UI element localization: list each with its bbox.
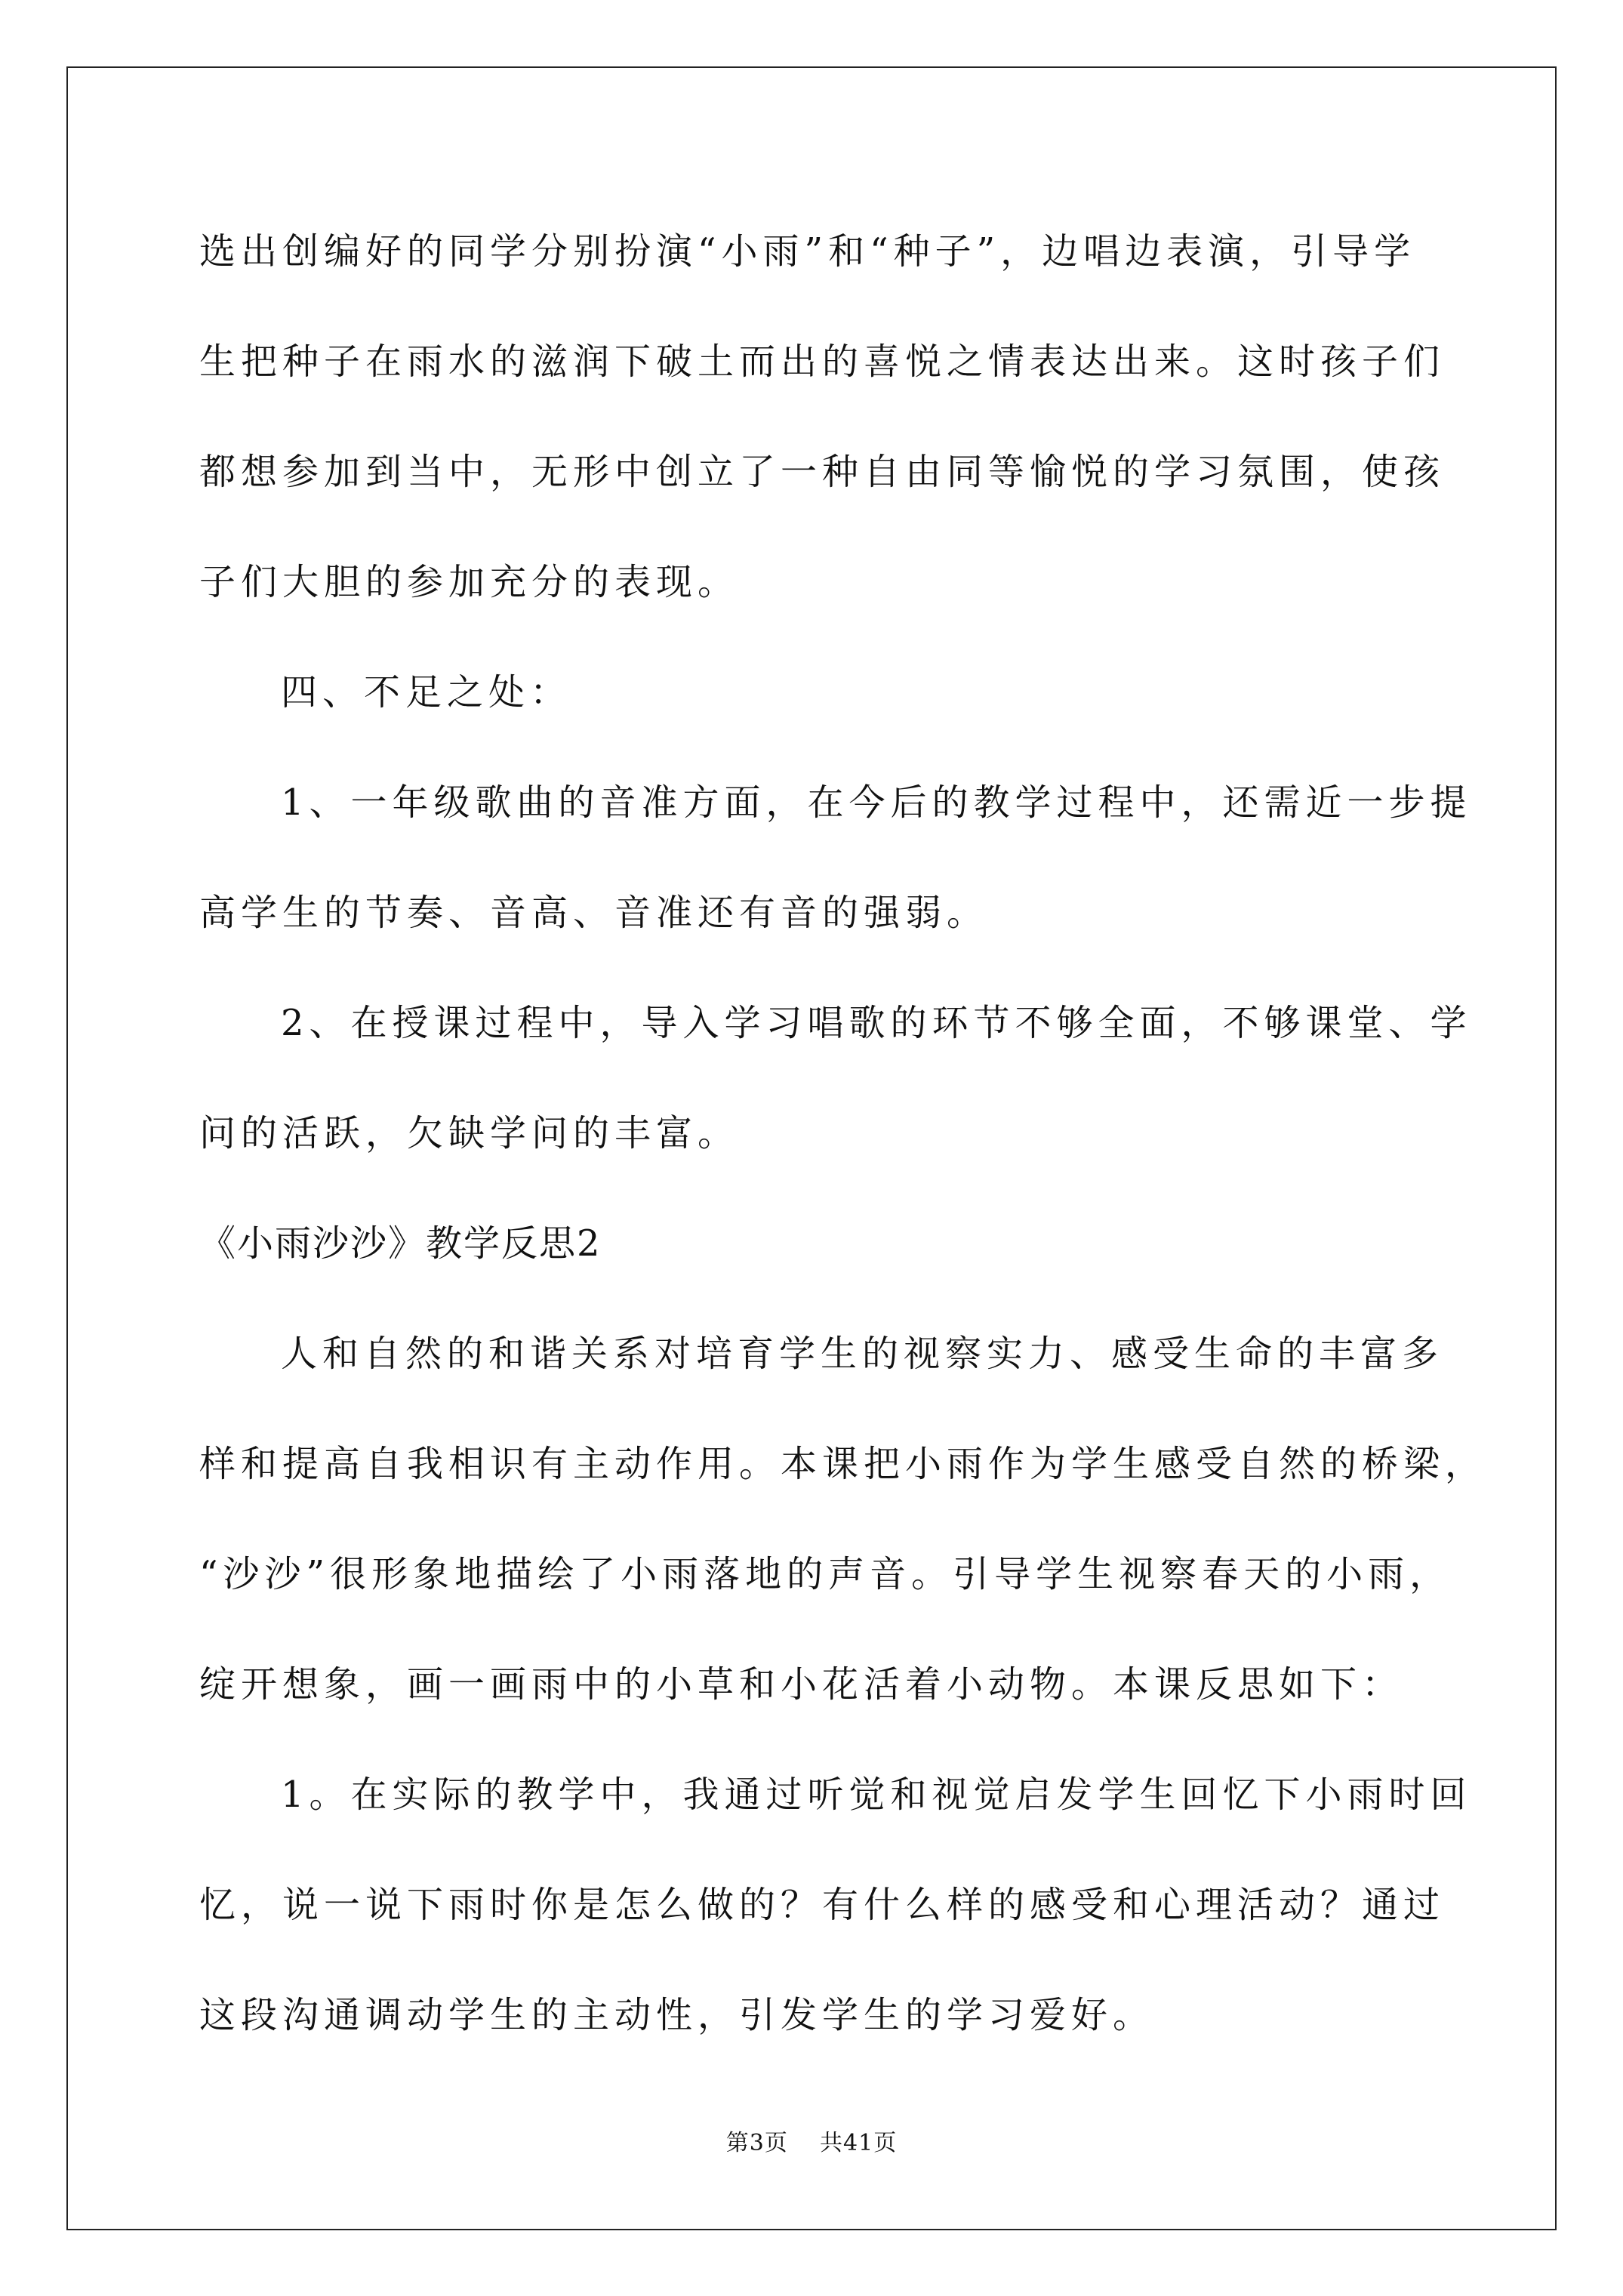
paragraph-line: 问的活跃，欠缺学问的丰富。	[199, 1112, 740, 1154]
paragraph-line: 人和自然的和谐关系对培育学生的视察实力、感受生命的丰富多	[281, 1333, 1444, 1375]
document-body	[199, 196, 1487, 2070]
paragraph-line: 1。在实际的教学中，我通过听觉和视觉启发学生回忆下小雨时回	[281, 1774, 1472, 1816]
paragraph-line: 1、一年级歌曲的音准方面，在今后的教学过程中，还需近一步提	[281, 781, 1472, 824]
paragraph-line: 高学生的节奏、音高、音准还有音的强弱。	[199, 892, 989, 934]
page-total: 共41页	[820, 2130, 898, 2156]
paragraph-line: 生把种子在雨水的滋润下破土而出的喜悦之情表达出来。这时孩子们	[199, 341, 1446, 383]
document-title: 《小雨沙沙》教学反思2	[199, 1222, 602, 1265]
paragraph-line: 这段沟通调动学生的主动性，引发学生的学习爱好。	[199, 1994, 1155, 2036]
section-heading: 四、不足之处：	[281, 671, 572, 713]
paragraph-line: 子们大胆的参加充分的表现。	[199, 561, 740, 603]
page-number: 第3页	[725, 2130, 788, 2156]
paragraph-line: 都想参加到当中，无形中创立了一种自由同等愉悦的学习氛围，使孩	[199, 451, 1446, 493]
paragraph-line: 2、在授课过程中，导入学习唱歌的环节不够全面，不够课堂、学	[281, 1002, 1472, 1044]
paragraph-line: “沙沙”很形象地描绘了小雨落地的声音。引导学生视察春天的小雨，	[199, 1553, 1452, 1595]
paragraph-line: 绽开想象，画一画雨中的小草和小花活着小动物。本课反思如下：	[199, 1663, 1404, 1706]
paragraph-line: 忆，说一说下雨时你是怎么做的？有什么样的感受和心理活动？通过	[199, 1884, 1446, 1926]
page-footer	[0, 2128, 1623, 2159]
paragraph-line: 样和提高自我相识有主动作用。本课把小雨作为学生感受自然的桥梁，	[199, 1443, 1487, 1485]
paragraph-line: 选出创编好的同学分别扮演“小雨”和“种子”，边唱边表演，引导学	[199, 230, 1416, 273]
